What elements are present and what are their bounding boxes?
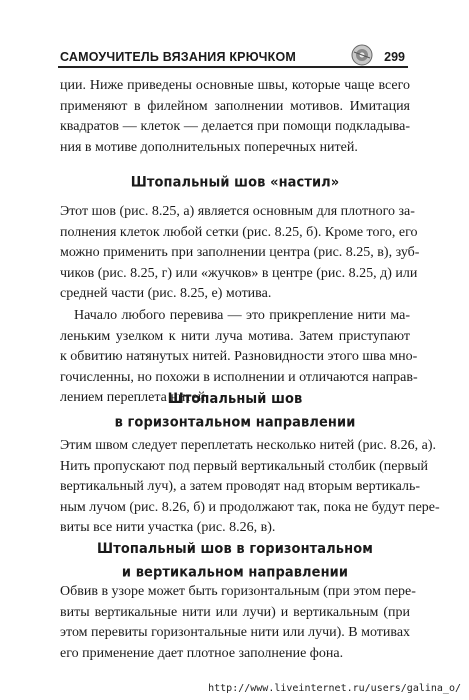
text-line: виты все нити участка (рис. 8.26, в). (60, 520, 276, 535)
text-line: вертикальный луч), а затем проводят над вторым вертикаль- (60, 479, 421, 494)
section-heading: Штопальный шов «настил» (130, 174, 340, 191)
page-number: 299 (384, 50, 405, 64)
text-line: чиков (рис. 8.25, г) или «жучков» в центре (рис. 8.25, д) или (60, 265, 418, 281)
section-heading (60, 537, 410, 584)
section1-paragraph1 (60, 202, 420, 305)
text-line: ния в мотиве дополнительных поперечных нитей. (60, 139, 358, 155)
text-line: Этим швом следует переплетать несколько нитей (рис. 8.26, а). (60, 438, 437, 453)
text-line: лением переплета нитей. (60, 390, 209, 405)
text-line: этом перевиты горизонтальные нити или лучи). В мотивах (60, 625, 411, 640)
header-rule (58, 66, 408, 68)
text-line: виты вертикальные нити или лучи) и вертикальным (при (60, 604, 410, 620)
text-line: можно применить при заполнении центра (рис. 8.25, в), зуб- (60, 245, 420, 260)
text-line: его применение дает плотное заполнение фона. (60, 645, 344, 661)
text-line: Нить пропускают под первый вертикальный столбик (первый (60, 458, 429, 474)
source-url: http://www.liveinternet.ru/users/galina_o/ (208, 683, 461, 694)
text-line: ным лучом (рис. 8.26, б) и продолжают так, пока не будут пере- (60, 499, 440, 515)
page-header (60, 46, 405, 68)
text-line: Обвив в узоре может быть горизонтальным (при этом пере- (60, 584, 416, 599)
text-line: применяют в филейном заполнении мотивов. Имитация (60, 98, 410, 114)
text-line: Этот шов (рис. 8.25, а) является основным для плотного за- (60, 204, 415, 219)
text-line: полнения клеток любой сетки (рис. 8.25, б). Кроме того, его (60, 224, 418, 240)
text-line: к обвитию натянутых нитей. Разновидности этого шва мно- (60, 349, 418, 364)
book-title: САМОУЧИТЕЛЬ ВЯЗАНИЯ КРЮЧКОМ (60, 50, 296, 64)
section3-paragraph (60, 582, 416, 664)
text-line: средней части (рис. 8.25, е) мотива. (60, 286, 272, 301)
text-line: квадратов — клеток — делается при помощи подкладыва- (60, 119, 410, 134)
section-heading (60, 387, 410, 434)
heading-line: и вертикальном направлении (121, 564, 349, 582)
publisher-logo-icon (351, 44, 373, 66)
heading-line: Штопальный шов в горизонтальном (97, 540, 373, 558)
section2-paragraph (60, 436, 440, 539)
text-line: ции. Ниже приведены основные швы, которые чаще всего (60, 78, 410, 93)
text-line: гочисленны, но похожи в исполнении и отличаются направ- (60, 369, 418, 385)
intro-paragraph (60, 76, 410, 158)
text-line: леньким узелком к нити луча мотива. Затем приступают (60, 328, 410, 344)
text-line: Начало любого перевива — это прикрепление нити ма- (74, 308, 410, 323)
heading-line: Штопальный шов (167, 390, 303, 408)
heading-line: в горизонтальном направлении (114, 414, 356, 432)
